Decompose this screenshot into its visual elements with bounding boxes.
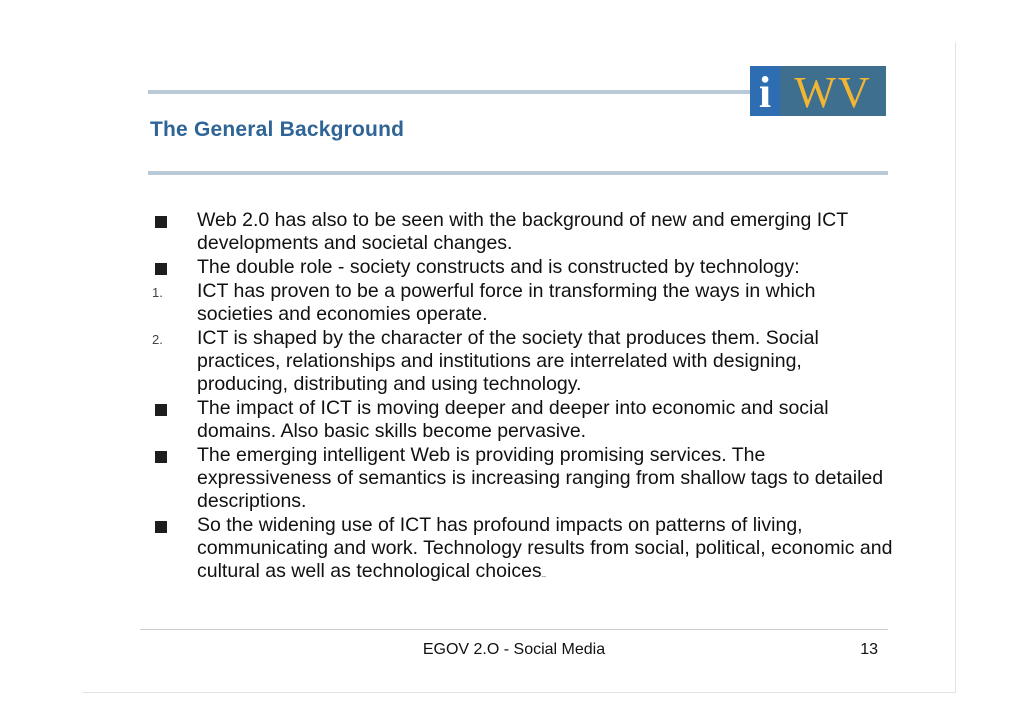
slide-title: The General Background (150, 118, 405, 141)
list-item-text: So the widening use of ICT has profound impacts on patterns of living, communicating and work. Technology results from social, political, economic and cultural as well as technological choices (197, 514, 893, 582)
list-number: 2. (152, 332, 163, 347)
bullet-marker (153, 256, 197, 279)
square-bullet-icon (155, 521, 167, 533)
iwv-logo (750, 66, 886, 116)
logo-i-letter: i (750, 66, 780, 116)
logo-wv-letters: WV (780, 66, 886, 116)
list-item (153, 444, 893, 513)
list-number: 1. (152, 285, 163, 300)
list-item (153, 209, 893, 255)
square-bullet-icon (155, 216, 167, 228)
list-item (153, 256, 893, 279)
bullet-marker (153, 514, 197, 537)
bullet-marker (153, 280, 197, 303)
list-item (153, 280, 893, 326)
trailing-dots: .. (541, 570, 547, 579)
slide-frame-right (955, 42, 956, 692)
list-item-text: The impact of ICT is moving deeper and deeper into economic and social domains. Also basic skills become pervasive. (197, 397, 829, 442)
footer-rule (140, 629, 888, 630)
square-bullet-icon (155, 451, 167, 463)
bullet-marker (153, 444, 197, 467)
list-item-text: The emerging intelligent Web is providing promising services. The expressiveness of semantics is increasing ranging from shallow tags to detailed descriptions. (197, 444, 884, 512)
list-item-text: ICT has proven to be a powerful force in transforming the ways in which societies and economies operate. (197, 280, 816, 325)
list-item-text: The double role - society constructs and is constructed by technology: (197, 256, 800, 278)
list-item-text: Web 2.0 has also to be seen with the background of new and emerging ICT developments and societal changes. (197, 209, 848, 254)
title-rule (148, 171, 888, 175)
square-bullet-icon (155, 263, 167, 275)
footer-title-text: EGOV 2.O - Social Media (422, 641, 606, 658)
bullet-list (153, 209, 893, 587)
slide-frame-bottom (82, 692, 956, 693)
list-item (153, 514, 893, 586)
page-number: 13 (860, 641, 878, 658)
bullet-marker (153, 397, 197, 420)
list-item (153, 327, 893, 396)
square-bullet-icon (155, 404, 167, 416)
list-item-text: ICT is shaped by the character of the society that produces them. Social practices, relationships and institutions are interrelated with designing, producing, distributing and using technology. (197, 327, 819, 395)
bullet-marker (153, 209, 197, 232)
bullet-marker (153, 327, 197, 350)
list-item (153, 397, 893, 443)
header-rule (148, 90, 752, 94)
